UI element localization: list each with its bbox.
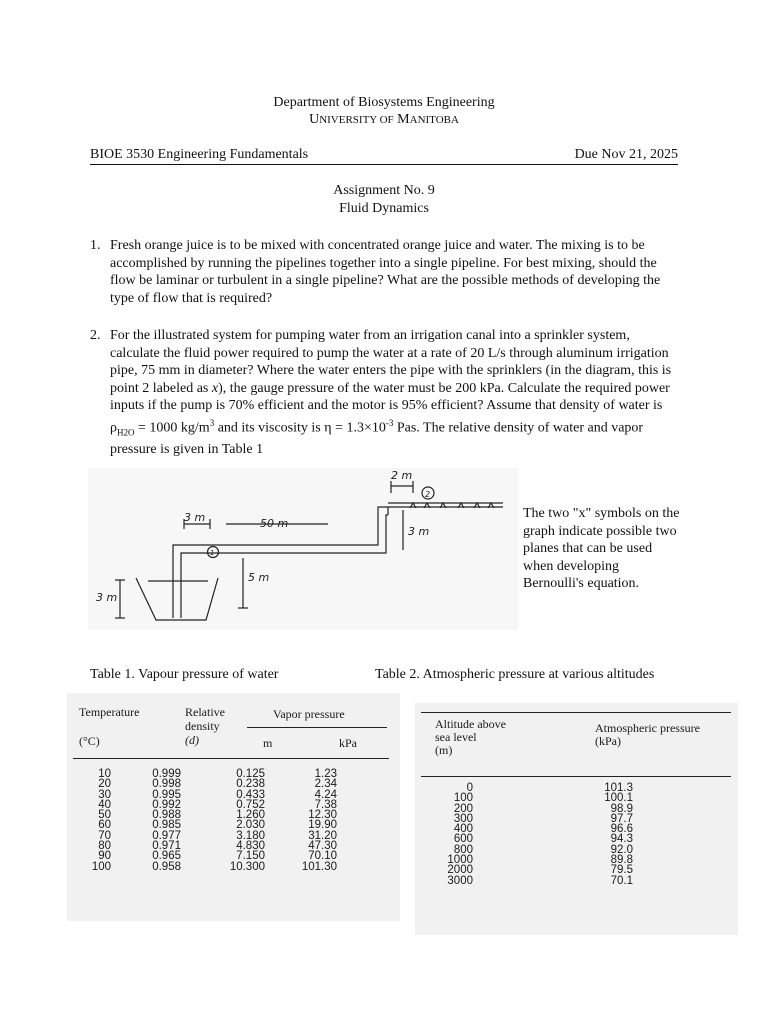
table-cell: 20 (98, 778, 111, 791)
table-cell: 70.1 (610, 874, 633, 887)
question-2 (90, 327, 678, 459)
table-cell: 7.150 (236, 850, 265, 863)
table-cell: 3.180 (236, 829, 265, 842)
col-alt-2: sea level (435, 730, 477, 744)
col-vapor: Vapor pressure (273, 707, 345, 721)
table-cell: 90 (98, 850, 111, 863)
header-rule (421, 776, 731, 777)
table2-caption: Table 2. Atmospheric pressure at various altitudes (375, 667, 655, 682)
table-row (67, 862, 337, 872)
table-cell: 40 (98, 798, 111, 811)
table-cell: 1.23 (314, 768, 337, 780)
question-text: Fresh orange juice is to be mixed with concentrated orange juice and water. The mixing is to be accomplished by running the pipelines together into a single pipeline. For best mixing, should the flow be laminar or turbulent in a single pipeline? What are the possible methods of developing the type of flow that is required? (110, 238, 661, 306)
table-cell: 800 (453, 843, 473, 856)
assignment-number: Assignment No. 9 (333, 183, 435, 198)
question-number: 2. (90, 328, 101, 343)
table-cell: 600 (453, 833, 473, 846)
col-kpa: kPa (339, 736, 357, 750)
table-cell: 89.8 (610, 854, 633, 867)
table-row (415, 814, 633, 824)
table-cell: 100 (91, 860, 111, 873)
table-cell: 0.971 (152, 840, 181, 853)
table-cell: 19.90 (308, 819, 337, 832)
table1-caption: Table 1. Vapour pressure of water (90, 667, 279, 682)
table-cell: 0.965 (152, 850, 181, 863)
table-cell: 12.30 (308, 809, 337, 822)
dim-2m: 2 m (391, 469, 413, 482)
top-rule (421, 712, 731, 713)
table1-body (67, 769, 337, 872)
table-row (415, 804, 633, 814)
table-cell: 0 (466, 782, 473, 794)
table-cell: 31.20 (308, 829, 337, 842)
table-row (415, 876, 633, 886)
table-cell: 80 (98, 840, 111, 853)
table-cell: 0.988 (152, 809, 181, 822)
table-cell: 10 (98, 768, 111, 780)
course-title: BIOE 3530 Engineering Fundamentals (90, 147, 309, 162)
table-cell: 98.9 (610, 802, 633, 815)
dim-50m: 50 m (260, 517, 289, 530)
header-rule (73, 758, 389, 759)
table-cell: 70 (98, 829, 111, 842)
question-text: For the illustrated system for pumping water from an irrigation canal into a sprinkler system, calculate the fluid power required to pump the water at a rate of 20 L/s through aluminum irrigation pipe, 75 mm in diameter? Where the water enters the pipe with the sprinklers (in the diagram, this is point 2 labeled as x), the gauge pressure of the water must be 200 kPa. Calculate the required power inputs if the pump is 70% efficient and the motor is 95% efficient? Assume that density of water is $\rho_{H2O} = 1000$ $kg/m^3$ and its viscosity is $\eta = 1.3\times 10^{-3}$ Pas. The relative density of water and vapor pressure is given in Table 1 (110, 328, 672, 458)
table-cell: 300 (453, 812, 473, 825)
col-alt-1: Altitude above (435, 717, 506, 731)
col-atm-1: Atmospheric pressure (595, 721, 700, 735)
table-cell: 79.5 (610, 864, 633, 877)
department-name: Department of Biosystems Engineering (273, 95, 495, 110)
col-m: m (263, 736, 273, 750)
table2-body (415, 783, 633, 886)
table-cell: 100.1 (604, 792, 633, 805)
dim-3m-left: 3 m (96, 591, 118, 604)
point-1-label: 1 (210, 549, 215, 557)
table-cell: 0.995 (152, 788, 181, 801)
table-cell: 1.260 (236, 809, 265, 822)
table-cell: 2.030 (236, 819, 265, 832)
table-cell: 4.24 (314, 788, 337, 801)
dim-5m: 5 m (248, 571, 270, 584)
table-cell: 7.38 (314, 798, 337, 811)
university-name: UNIVERSITY OF MANITOBA (309, 112, 459, 127)
table-cell: 100 (453, 792, 473, 805)
table-cell: 4.830 (236, 840, 265, 853)
assignment-topic: Fluid Dynamics (339, 201, 429, 216)
question-number: 1. (90, 238, 101, 253)
table1 (67, 693, 400, 921)
table-cell: 0.958 (152, 860, 181, 873)
question-1 (90, 237, 678, 307)
table-cell: 96.6 (610, 823, 633, 836)
table-cell: 2000 (447, 864, 473, 877)
table-cell: 101.30 (301, 860, 337, 873)
col-density: density (185, 719, 220, 733)
table-cell: 0.752 (236, 798, 265, 811)
table-cell: 2.34 (314, 778, 337, 791)
col-relative: Relative (185, 705, 225, 719)
table-cell: 200 (453, 802, 473, 815)
table-cell: 60 (98, 819, 111, 832)
table-row (415, 783, 633, 793)
table-cell: 0.125 (236, 768, 265, 780)
table-cell: 10.300 (229, 860, 265, 873)
table-cell: 92.0 (610, 843, 633, 856)
table-cell: 0.998 (152, 778, 181, 791)
table-cell: 101.3 (604, 782, 633, 794)
table-cell: 47.30 (308, 840, 337, 853)
table-cell: 0.977 (152, 829, 181, 842)
diagram-note: The two "x" symbols on the graph indicate possible two planes that can be used when developing Bernoulli's equation. (523, 506, 680, 591)
col-d: (d) (185, 733, 199, 747)
dim-3m-top: 3 m (184, 511, 206, 524)
table-cell: 50 (98, 809, 111, 822)
pumping-system-diagram (88, 468, 518, 630)
col-temperature: Temperature (79, 705, 140, 719)
table-row (415, 793, 633, 803)
table-cell: 0.985 (152, 819, 181, 832)
table-cell: 0.999 (152, 768, 181, 780)
dim-3m-right: 3 m (408, 525, 430, 538)
table-cell: 70.10 (308, 850, 337, 863)
table-cell: 97.7 (610, 812, 633, 825)
table-cell: 94.3 (610, 833, 633, 846)
table-row (415, 824, 633, 834)
vapor-rule (247, 727, 387, 728)
header-divider (90, 164, 678, 165)
table2 (415, 703, 738, 935)
table-cell: 0.238 (236, 778, 265, 791)
table-cell: 400 (453, 823, 473, 836)
table-cell: 1000 (447, 854, 473, 867)
table-cell: 0.433 (236, 788, 265, 801)
col-temp-unit: (°C) (79, 734, 100, 748)
table-cell: 0.992 (152, 798, 181, 811)
point-2-label: 2 (425, 490, 431, 499)
table-cell: 3000 (447, 874, 473, 887)
due-date: Due Nov 21, 2025 (574, 147, 678, 162)
table-cell: 30 (98, 788, 111, 801)
col-atm-2: (kPa) (595, 734, 621, 748)
col-alt-3: (m) (435, 743, 453, 757)
table-row (415, 834, 633, 844)
